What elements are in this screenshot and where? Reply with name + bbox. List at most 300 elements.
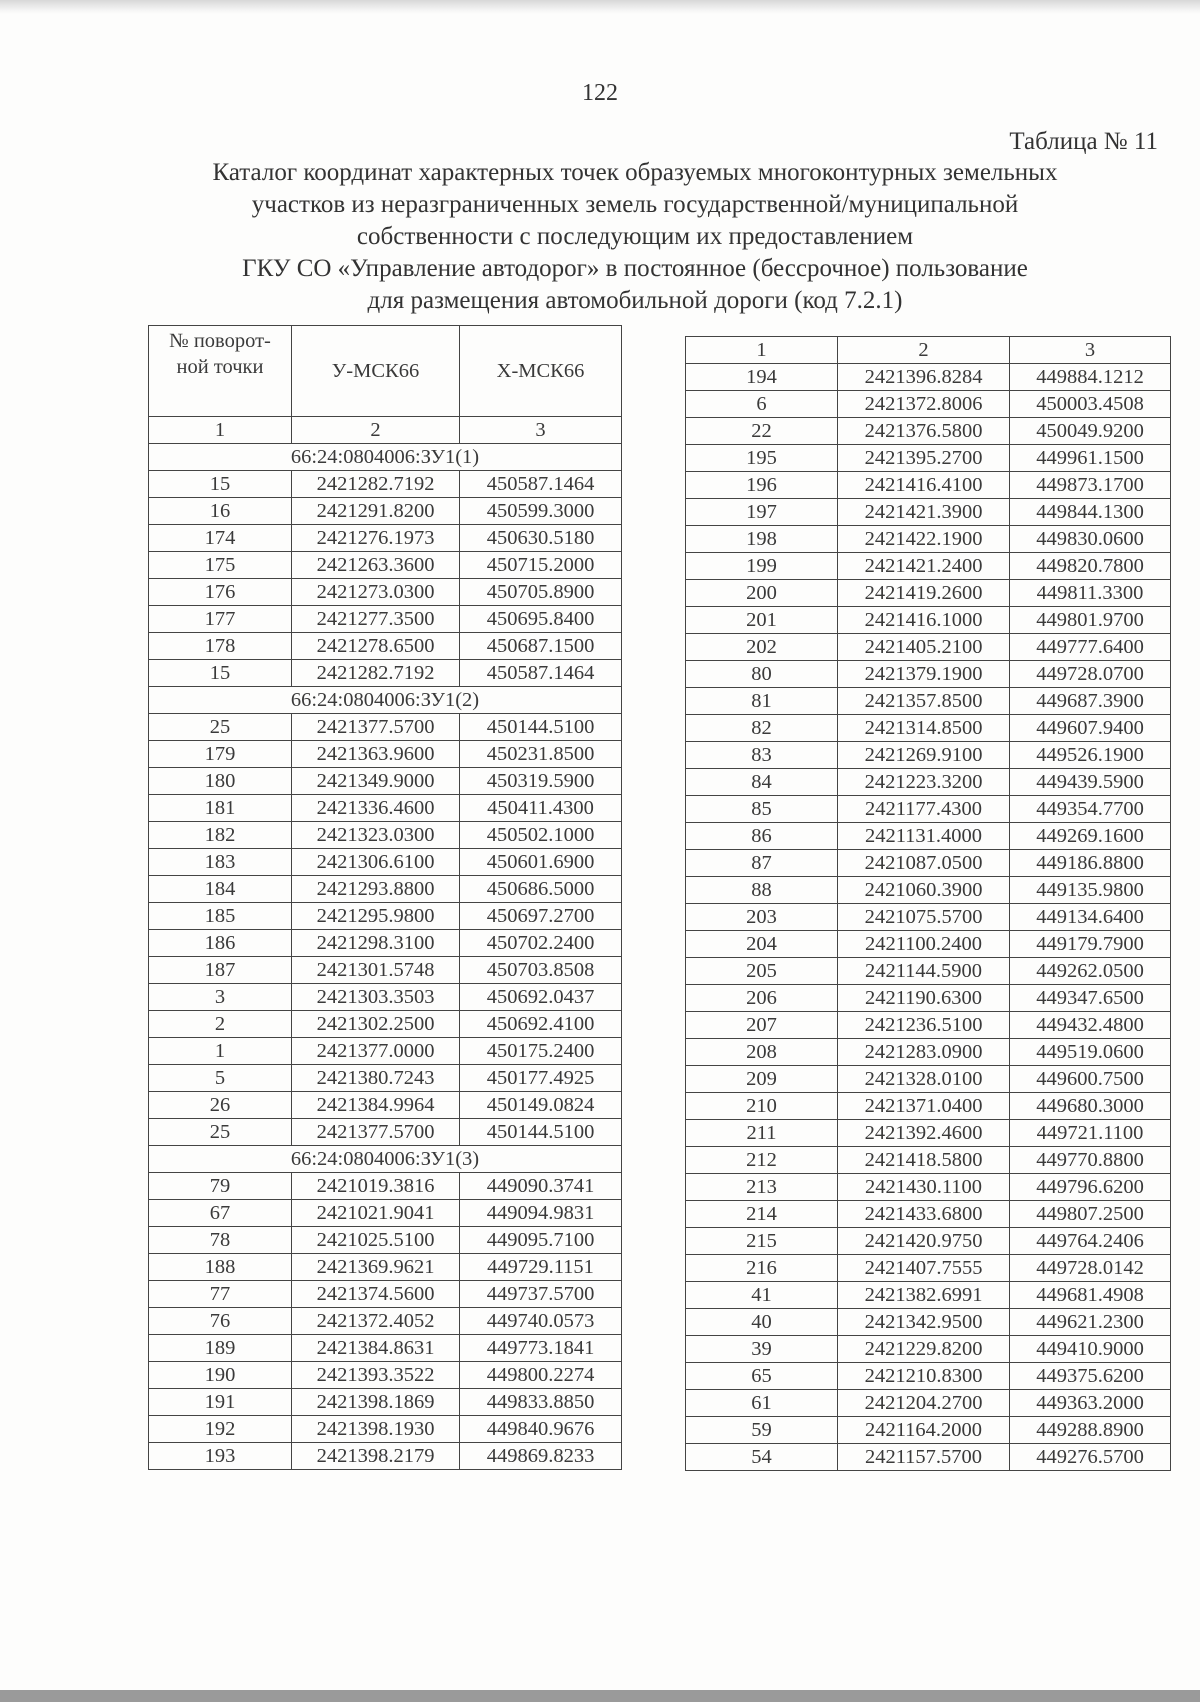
point-number-cell: 176 (149, 579, 292, 606)
point-number-cell: 190 (149, 1362, 292, 1389)
table-row (686, 769, 1171, 796)
x-coordinate-cell: 449375.6200 (1010, 1363, 1171, 1390)
point-number-cell: 25 (149, 1119, 292, 1146)
right-table-body (686, 364, 1171, 1471)
table-row (149, 822, 622, 849)
x-coordinate-cell: 449269.1600 (1010, 823, 1171, 850)
table-row (686, 364, 1171, 391)
x-coordinate-cell: 450587.1464 (460, 471, 622, 498)
table-row (149, 930, 622, 957)
x-coordinate-cell: 450587.1464 (460, 660, 622, 687)
point-number-cell: 177 (149, 606, 292, 633)
x-coordinate-cell: 449728.0700 (1010, 661, 1171, 688)
column-number: 3 (1010, 337, 1171, 364)
y-coordinate-cell: 2421306.6100 (292, 849, 460, 876)
x-coordinate-cell: 449288.8900 (1010, 1417, 1171, 1444)
x-coordinate-cell: 449764.2406 (1010, 1228, 1171, 1255)
point-number-cell: 88 (686, 877, 838, 904)
y-coordinate-cell: 2421177.4300 (838, 796, 1010, 823)
table-row (686, 1066, 1171, 1093)
x-coordinate-cell: 449094.9831 (460, 1200, 622, 1227)
table-row (686, 1255, 1171, 1282)
point-number-cell: 87 (686, 850, 838, 877)
y-coordinate-cell: 2421379.1900 (838, 661, 1010, 688)
table-row (686, 1417, 1171, 1444)
point-number-cell: 76 (149, 1308, 292, 1335)
point-number-cell: 6 (686, 391, 838, 418)
table-row (686, 1201, 1171, 1228)
x-coordinate-cell: 449833.8850 (460, 1389, 622, 1416)
x-coordinate-cell: 449135.9800 (1010, 877, 1171, 904)
point-number-cell: 209 (686, 1066, 838, 1093)
x-coordinate-cell: 450630.5180 (460, 525, 622, 552)
point-number-cell: 3 (149, 984, 292, 1011)
x-coordinate-cell: 450601.6900 (460, 849, 622, 876)
table-row (686, 1336, 1171, 1363)
y-coordinate-cell: 2421144.5900 (838, 958, 1010, 985)
x-coordinate-cell: 449432.4800 (1010, 1012, 1171, 1039)
y-coordinate-cell: 2421363.9600 (292, 741, 460, 768)
table-row (686, 1309, 1171, 1336)
y-coordinate-cell: 2421416.1000 (838, 607, 1010, 634)
point-number-cell: 205 (686, 958, 838, 985)
x-coordinate-cell: 449728.0142 (1010, 1255, 1171, 1282)
table-row (149, 1227, 622, 1254)
table-row (149, 984, 622, 1011)
y-coordinate-cell: 2421075.5700 (838, 904, 1010, 931)
x-coordinate-cell: 449777.6400 (1010, 634, 1171, 661)
y-coordinate-cell: 2421421.3900 (838, 499, 1010, 526)
x-coordinate-cell: 449800.2274 (460, 1362, 622, 1389)
y-coordinate-cell: 2421314.8500 (838, 715, 1010, 742)
x-coordinate-cell: 450695.8400 (460, 606, 622, 633)
table-row (686, 742, 1171, 769)
y-coordinate-cell: 2421377.5700 (292, 714, 460, 741)
table-row (149, 1065, 622, 1092)
y-coordinate-cell: 2421380.7243 (292, 1065, 460, 1092)
x-coordinate-cell: 449729.1151 (460, 1254, 622, 1281)
point-number-cell: 216 (686, 1255, 838, 1282)
table-row (149, 1335, 622, 1362)
x-coordinate-cell: 450231.8500 (460, 741, 622, 768)
y-coordinate-cell: 2421430.1100 (838, 1174, 1010, 1201)
table-row (686, 661, 1171, 688)
x-coordinate-cell: 449607.9400 (1010, 715, 1171, 742)
table-header-row (149, 326, 622, 417)
x-coordinate-cell: 449687.3900 (1010, 688, 1171, 715)
point-number-cell: 81 (686, 688, 838, 715)
x-coordinate-cell: 450703.8508 (460, 957, 622, 984)
point-number-cell: 65 (686, 1363, 838, 1390)
y-coordinate-cell: 2421283.0900 (838, 1039, 1010, 1066)
y-coordinate-cell: 2421210.8300 (838, 1363, 1010, 1390)
point-number-cell: 25 (149, 714, 292, 741)
point-number-cell: 79 (149, 1173, 292, 1200)
x-coordinate-cell: 449801.9700 (1010, 607, 1171, 634)
table-row (149, 1254, 622, 1281)
y-coordinate-cell: 2421087.0500 (838, 850, 1010, 877)
table-row (686, 1174, 1171, 1201)
table-row (686, 985, 1171, 1012)
table-row (149, 1281, 622, 1308)
y-coordinate-cell: 2421293.8800 (292, 876, 460, 903)
coordinates-table-left (148, 325, 622, 1470)
table-row (149, 660, 622, 687)
x-coordinate-cell: 449830.0600 (1010, 526, 1171, 553)
x-coordinate-cell: 449354.7700 (1010, 796, 1171, 823)
title-line: для размещения автомобильной дороги (код 7.2.1) (367, 287, 903, 314)
table-row (686, 715, 1171, 742)
y-coordinate-cell: 2421407.7555 (838, 1255, 1010, 1282)
table-row (686, 931, 1171, 958)
y-coordinate-cell: 2421349.9000 (292, 768, 460, 795)
point-number-cell: 211 (686, 1120, 838, 1147)
point-number-cell: 67 (149, 1200, 292, 1227)
table-row (149, 525, 622, 552)
x-coordinate-cell: 449680.3000 (1010, 1093, 1171, 1120)
table-row (149, 1362, 622, 1389)
section-row (149, 444, 622, 471)
table-row (149, 1308, 622, 1335)
table-row (686, 823, 1171, 850)
point-number-cell: 82 (686, 715, 838, 742)
x-coordinate-cell: 449095.7100 (460, 1227, 622, 1254)
table-row (149, 795, 622, 822)
x-coordinate-cell: 449526.1900 (1010, 742, 1171, 769)
table-row (149, 1038, 622, 1065)
table-row (686, 796, 1171, 823)
point-number-cell: 15 (149, 471, 292, 498)
table-row (149, 579, 622, 606)
column-number: 3 (460, 417, 622, 444)
x-coordinate-cell: 449347.6500 (1010, 985, 1171, 1012)
x-coordinate-cell: 450702.2400 (460, 930, 622, 957)
table-row (686, 634, 1171, 661)
table-row (149, 633, 622, 660)
point-number-cell: 194 (686, 364, 838, 391)
table-row (686, 850, 1171, 877)
x-coordinate-cell: 449721.1100 (1010, 1120, 1171, 1147)
table-row (149, 1200, 622, 1227)
x-coordinate-cell: 449796.6200 (1010, 1174, 1171, 1201)
y-coordinate-cell: 2421303.3503 (292, 984, 460, 1011)
x-coordinate-cell: 449410.9000 (1010, 1336, 1171, 1363)
x-coordinate-cell: 450502.1000 (460, 822, 622, 849)
title-line: ГКУ СО «Управление автодорог» в постоянное (бессрочное) пользование (242, 255, 1028, 282)
table-row (686, 445, 1171, 472)
column-number: 1 (149, 417, 292, 444)
point-number-cell: 61 (686, 1390, 838, 1417)
x-coordinate-cell: 449090.3741 (460, 1173, 622, 1200)
table-row (686, 1444, 1171, 1471)
x-coordinate-cell: 449740.0573 (460, 1308, 622, 1335)
x-coordinate-cell: 449844.1300 (1010, 499, 1171, 526)
point-number-cell: 178 (149, 633, 292, 660)
table-row (686, 391, 1171, 418)
x-coordinate-cell: 449262.0500 (1010, 958, 1171, 985)
y-coordinate-cell: 2421342.9500 (838, 1309, 1010, 1336)
y-coordinate-cell: 2421021.9041 (292, 1200, 460, 1227)
point-number-cell: 196 (686, 472, 838, 499)
section-label: 66:24:0804006:ЗУ1(1) (149, 444, 622, 471)
point-number-cell: 84 (686, 769, 838, 796)
section-row (149, 1146, 622, 1173)
x-coordinate-cell: 449773.1841 (460, 1335, 622, 1362)
y-coordinate-cell: 2421298.3100 (292, 930, 460, 957)
y-coordinate-cell: 2421291.8200 (292, 498, 460, 525)
x-coordinate-cell: 450411.4300 (460, 795, 622, 822)
x-coordinate-cell: 450144.5100 (460, 714, 622, 741)
y-coordinate-cell: 2421398.1869 (292, 1389, 460, 1416)
y-coordinate-cell: 2421384.9964 (292, 1092, 460, 1119)
x-coordinate-cell: 450715.2000 (460, 552, 622, 579)
title-line: собственности с последующим их предоставлением (356, 223, 914, 250)
y-coordinate-cell: 2421131.4000 (838, 823, 1010, 850)
x-coordinate-cell: 450177.4925 (460, 1065, 622, 1092)
point-number-cell: 191 (149, 1389, 292, 1416)
x-coordinate-cell: 449600.7500 (1010, 1066, 1171, 1093)
x-coordinate-cell: 449807.2500 (1010, 1201, 1171, 1228)
column-number: 2 (292, 417, 460, 444)
point-number-cell: 200 (686, 580, 838, 607)
section-label: 66:24:0804006:ЗУ1(2) (149, 687, 622, 714)
header-y-coordinate: У-МСК66 (292, 326, 460, 417)
x-coordinate-cell: 449179.7900 (1010, 931, 1171, 958)
x-coordinate-cell: 450705.8900 (460, 579, 622, 606)
point-number-cell: 174 (149, 525, 292, 552)
table-row (149, 849, 622, 876)
y-coordinate-cell: 2421384.8631 (292, 1335, 460, 1362)
point-number-cell: 181 (149, 795, 292, 822)
table-row (686, 1120, 1171, 1147)
point-number-cell: 197 (686, 499, 838, 526)
y-coordinate-cell: 2421382.6991 (838, 1282, 1010, 1309)
x-coordinate-cell: 450144.5100 (460, 1119, 622, 1146)
y-coordinate-cell: 2421323.0300 (292, 822, 460, 849)
y-coordinate-cell: 2421276.1973 (292, 525, 460, 552)
x-coordinate-cell: 449820.7800 (1010, 553, 1171, 580)
table-row (149, 606, 622, 633)
x-coordinate-cell: 449840.9676 (460, 1416, 622, 1443)
table-number: Таблица № 11 (1009, 128, 1158, 155)
table-row (686, 877, 1171, 904)
y-coordinate-cell: 2421277.3500 (292, 606, 460, 633)
table-row (686, 580, 1171, 607)
y-coordinate-cell: 2421398.1930 (292, 1416, 460, 1443)
point-number-cell: 204 (686, 931, 838, 958)
y-coordinate-cell: 2421405.2100 (838, 634, 1010, 661)
table-row (686, 1390, 1171, 1417)
left-table-body (149, 444, 622, 1470)
point-number-cell: 193 (149, 1443, 292, 1470)
y-coordinate-cell: 2421190.6300 (838, 985, 1010, 1012)
x-coordinate-cell: 450692.4100 (460, 1011, 622, 1038)
point-number-cell: 199 (686, 553, 838, 580)
y-coordinate-cell: 2421302.2500 (292, 1011, 460, 1038)
x-coordinate-cell: 449519.0600 (1010, 1039, 1171, 1066)
header-point-line1: № поворот- (169, 330, 271, 352)
point-number-cell: 203 (686, 904, 838, 931)
table-row (686, 1228, 1171, 1255)
x-coordinate-cell: 450175.2400 (460, 1038, 622, 1065)
y-coordinate-cell: 2421164.2000 (838, 1417, 1010, 1444)
point-number-cell: 85 (686, 796, 838, 823)
point-number-cell: 39 (686, 1336, 838, 1363)
point-number-cell: 180 (149, 768, 292, 795)
point-number-cell: 201 (686, 607, 838, 634)
x-coordinate-cell: 450697.2700 (460, 903, 622, 930)
header-point-line2: ной точки (176, 356, 264, 378)
point-number-cell: 5 (149, 1065, 292, 1092)
y-coordinate-cell: 2421236.5100 (838, 1012, 1010, 1039)
point-number-cell: 1 (149, 1038, 292, 1065)
x-coordinate-cell: 449134.6400 (1010, 904, 1171, 931)
y-coordinate-cell: 2421421.2400 (838, 553, 1010, 580)
coordinates-table-right (685, 336, 1171, 1471)
point-number-cell: 59 (686, 1417, 838, 1444)
y-coordinate-cell: 2421420.9750 (838, 1228, 1010, 1255)
point-number-cell: 184 (149, 876, 292, 903)
table-row (149, 1119, 622, 1146)
point-number-cell: 188 (149, 1254, 292, 1281)
table-row (686, 607, 1171, 634)
table-row (686, 1282, 1171, 1309)
y-coordinate-cell: 2421295.9800 (292, 903, 460, 930)
x-coordinate-cell: 449186.8800 (1010, 850, 1171, 877)
x-coordinate-cell: 449961.1500 (1010, 445, 1171, 472)
x-coordinate-cell: 450319.5900 (460, 768, 622, 795)
y-coordinate-cell: 2421418.5800 (838, 1147, 1010, 1174)
table-row (149, 957, 622, 984)
y-coordinate-cell: 2421377.5700 (292, 1119, 460, 1146)
x-coordinate-cell: 450149.0824 (460, 1092, 622, 1119)
y-coordinate-cell: 2421396.8284 (838, 364, 1010, 391)
point-number-cell: 77 (149, 1281, 292, 1308)
y-coordinate-cell: 2421157.5700 (838, 1444, 1010, 1471)
point-number-cell: 54 (686, 1444, 838, 1471)
x-coordinate-cell: 449737.5700 (460, 1281, 622, 1308)
table-row (149, 1443, 622, 1470)
x-coordinate-cell: 450599.3000 (460, 498, 622, 525)
y-coordinate-cell: 2421419.2600 (838, 580, 1010, 607)
y-coordinate-cell: 2421398.2179 (292, 1443, 460, 1470)
point-number-cell: 83 (686, 742, 838, 769)
point-number-cell: 202 (686, 634, 838, 661)
table-row (686, 418, 1171, 445)
y-coordinate-cell: 2421392.4600 (838, 1120, 1010, 1147)
point-number-cell: 212 (686, 1147, 838, 1174)
point-number-cell: 206 (686, 985, 838, 1012)
table-row (149, 471, 622, 498)
column-number-row (149, 417, 622, 444)
y-coordinate-cell: 2421273.0300 (292, 579, 460, 606)
y-coordinate-cell: 2421416.4100 (838, 472, 1010, 499)
y-coordinate-cell: 2421282.7192 (292, 660, 460, 687)
table-row (686, 526, 1171, 553)
x-coordinate-cell: 450686.5000 (460, 876, 622, 903)
y-coordinate-cell: 2421357.8500 (838, 688, 1010, 715)
point-number-cell: 214 (686, 1201, 838, 1228)
document-title (150, 157, 1120, 317)
y-coordinate-cell: 2421369.9621 (292, 1254, 460, 1281)
y-coordinate-cell: 2421100.2400 (838, 931, 1010, 958)
y-coordinate-cell: 2421395.2700 (838, 445, 1010, 472)
point-number-cell: 195 (686, 445, 838, 472)
point-number-cell: 182 (149, 822, 292, 849)
title-line: Каталог координат характерных точек образуемых многоконтурных земельных (212, 159, 1058, 186)
point-number-cell: 187 (149, 957, 292, 984)
table-row (686, 958, 1171, 985)
x-coordinate-cell: 449884.1212 (1010, 364, 1171, 391)
point-number-cell: 192 (149, 1416, 292, 1443)
x-coordinate-cell: 449276.5700 (1010, 1444, 1171, 1471)
table-row (149, 1011, 622, 1038)
y-coordinate-cell: 2421263.3600 (292, 552, 460, 579)
table-row (149, 768, 622, 795)
scan-edge-bottom (0, 1690, 1200, 1702)
table-row (149, 903, 622, 930)
y-coordinate-cell: 2421372.4052 (292, 1308, 460, 1335)
x-coordinate-cell: 449869.8233 (460, 1443, 622, 1470)
y-coordinate-cell: 2421371.0400 (838, 1093, 1010, 1120)
x-coordinate-cell: 449363.2000 (1010, 1390, 1171, 1417)
header-x-coordinate: Х-МСК66 (460, 326, 622, 417)
point-number-cell: 26 (149, 1092, 292, 1119)
point-number-cell: 41 (686, 1282, 838, 1309)
y-coordinate-cell: 2421377.0000 (292, 1038, 460, 1065)
x-coordinate-cell: 449873.1700 (1010, 472, 1171, 499)
x-coordinate-cell: 449621.2300 (1010, 1309, 1171, 1336)
table-row (149, 741, 622, 768)
y-coordinate-cell: 2421025.5100 (292, 1227, 460, 1254)
point-number-cell: 15 (149, 660, 292, 687)
y-coordinate-cell: 2421374.5600 (292, 1281, 460, 1308)
y-coordinate-cell: 2421269.9100 (838, 742, 1010, 769)
x-coordinate-cell: 450049.9200 (1010, 418, 1171, 445)
y-coordinate-cell: 2421422.1900 (838, 526, 1010, 553)
y-coordinate-cell: 2421223.3200 (838, 769, 1010, 796)
table-row (149, 552, 622, 579)
table-row (686, 1363, 1171, 1390)
table-row (149, 876, 622, 903)
x-coordinate-cell: 449439.5900 (1010, 769, 1171, 796)
table-row (149, 1173, 622, 1200)
table-row (149, 1416, 622, 1443)
table-row (686, 1039, 1171, 1066)
y-coordinate-cell: 2421301.5748 (292, 957, 460, 984)
column-number-row (686, 337, 1171, 364)
y-coordinate-cell: 2421336.4600 (292, 795, 460, 822)
section-label: 66:24:0804006:ЗУ1(3) (149, 1146, 622, 1173)
x-coordinate-cell: 449811.3300 (1010, 580, 1171, 607)
y-coordinate-cell: 2421282.7192 (292, 471, 460, 498)
point-number-cell: 210 (686, 1093, 838, 1120)
column-number: 1 (686, 337, 838, 364)
table-row (149, 1092, 622, 1119)
x-coordinate-cell: 449770.8800 (1010, 1147, 1171, 1174)
point-number-cell: 22 (686, 418, 838, 445)
point-number-cell: 189 (149, 1335, 292, 1362)
point-number-cell: 198 (686, 526, 838, 553)
point-number-cell: 213 (686, 1174, 838, 1201)
y-coordinate-cell: 2421372.8006 (838, 391, 1010, 418)
point-number-cell: 208 (686, 1039, 838, 1066)
point-number-cell: 207 (686, 1012, 838, 1039)
point-number-cell: 16 (149, 498, 292, 525)
x-coordinate-cell: 450687.1500 (460, 633, 622, 660)
header-point-number (149, 326, 292, 417)
table-row (686, 1093, 1171, 1120)
